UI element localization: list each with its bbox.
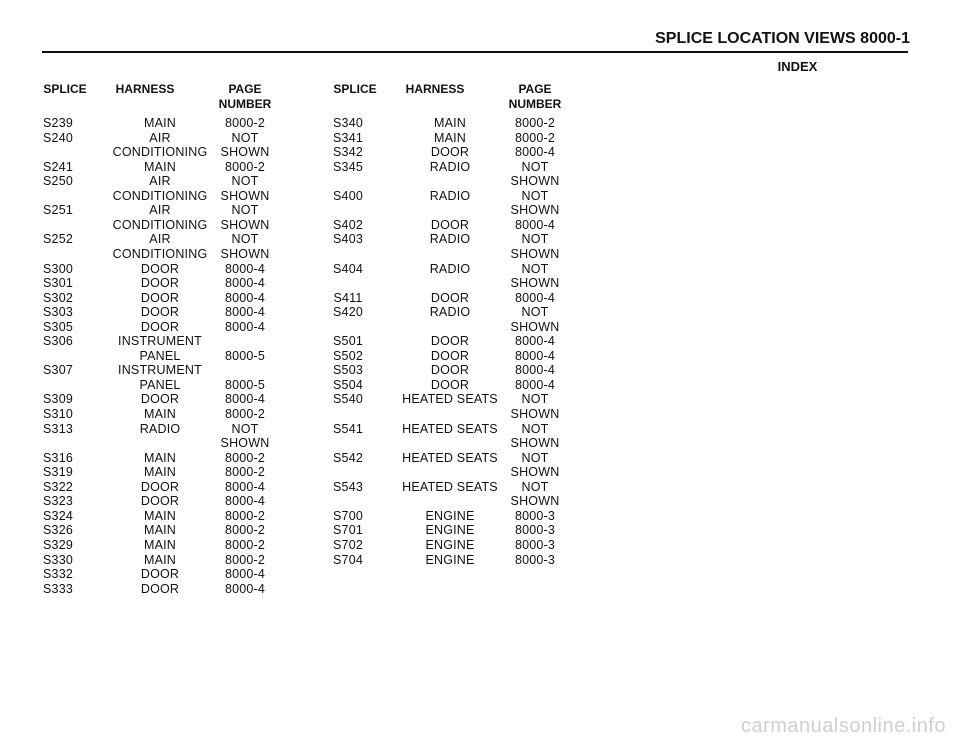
page-cell: 8000-4 xyxy=(514,217,556,232)
page-cell: SHOWN xyxy=(510,246,560,261)
page-cell: 8000-4 xyxy=(224,319,266,334)
page-cell: NOT xyxy=(521,479,549,494)
page-cell: NOT xyxy=(521,305,549,320)
harness-cell: HEATED SEATS xyxy=(402,479,498,494)
splice-cell: S252 xyxy=(43,232,73,247)
harness-cell: AIR xyxy=(149,130,171,145)
table-row xyxy=(330,436,570,451)
splice-cell: S704 xyxy=(333,552,363,567)
splice-cell: S501 xyxy=(333,334,363,349)
splice-cell: S420 xyxy=(333,305,363,320)
table-row xyxy=(330,116,570,131)
splice-cell: S504 xyxy=(333,377,363,392)
table-row xyxy=(330,363,570,378)
table-row xyxy=(40,509,280,524)
table-row xyxy=(330,145,570,160)
page-cell: 8000-2 xyxy=(224,508,266,523)
page-cell: SHOWN xyxy=(220,246,270,261)
splice-cell: S326 xyxy=(43,523,73,538)
page-cell: SHOWN xyxy=(220,436,270,451)
page-cell: NOT xyxy=(231,421,259,436)
page-cell: 8000-2 xyxy=(514,130,556,145)
harness-cell: MAIN xyxy=(143,116,177,130)
splice-cell: S541 xyxy=(333,421,363,436)
page-cell: 8000-4 xyxy=(514,334,556,349)
harness-cell: DOOR xyxy=(140,494,180,509)
table-row xyxy=(40,494,280,509)
harness-cell: CONDITIONING xyxy=(112,188,208,203)
harness-cell: MAIN xyxy=(143,450,177,465)
splice-cell: S322 xyxy=(43,479,73,494)
page-cell: 8000-4 xyxy=(224,276,266,291)
splice-cell: S241 xyxy=(43,159,73,174)
table-row xyxy=(40,480,280,495)
table-row xyxy=(330,174,570,189)
page-cell: 8000-2 xyxy=(224,465,266,480)
splice-cell: S402 xyxy=(333,217,363,232)
page-cell: SHOWN xyxy=(510,203,560,218)
table-row xyxy=(330,422,570,437)
table-row xyxy=(330,203,570,218)
right-page-header-line2: NUMBER xyxy=(508,97,562,111)
table-row xyxy=(330,349,570,364)
harness-cell: RADIO xyxy=(429,305,471,320)
harness-cell: DOOR xyxy=(140,581,180,596)
table-row xyxy=(330,538,570,553)
harness-cell: DOOR xyxy=(140,479,180,494)
harness-cell: AIR xyxy=(149,232,171,247)
table-row xyxy=(40,436,280,451)
page-cell: 8000-2 xyxy=(224,552,266,567)
table-row xyxy=(330,160,570,175)
right-splice-header: SPLICE xyxy=(333,82,377,96)
harness-cell: MAIN xyxy=(143,508,177,523)
splice-cell: S345 xyxy=(333,159,363,174)
page-cell: NOT xyxy=(231,174,259,189)
table-row xyxy=(40,582,280,597)
table-row xyxy=(330,407,570,422)
left-page-header-line1: PAGE xyxy=(228,82,262,96)
harness-cell: RADIO xyxy=(139,421,181,436)
table-row xyxy=(40,131,280,146)
harness-cell: HEATED SEATS xyxy=(402,450,498,465)
page-cell: 8000-4 xyxy=(224,567,266,582)
harness-cell: ENGINE xyxy=(425,523,475,538)
page-cell: 8000-3 xyxy=(514,508,556,523)
splice-cell: S542 xyxy=(333,450,363,465)
harness-cell: DOOR xyxy=(430,145,470,160)
table-row xyxy=(40,232,280,247)
harness-cell: INSTRUMENT xyxy=(118,334,202,349)
harness-cell: PANEL xyxy=(139,377,181,392)
splice-cell: S403 xyxy=(333,232,363,247)
table-row xyxy=(40,451,280,466)
harness-cell: DOOR xyxy=(430,217,470,232)
splice-cell: S313 xyxy=(43,421,73,436)
harness-cell: AIR xyxy=(149,174,171,189)
page-cell: 8000-4 xyxy=(224,392,266,407)
harness-cell: DOOR xyxy=(140,276,180,291)
harness-cell: DOOR xyxy=(140,261,180,276)
harness-cell: DOOR xyxy=(430,377,470,392)
page-cell: 8000-2 xyxy=(224,159,266,174)
page-cell: SHOWN xyxy=(220,217,270,232)
harness-cell: DOOR xyxy=(430,334,470,349)
table-row xyxy=(330,451,570,466)
splice-cell: S540 xyxy=(333,392,363,407)
splice-cell: S400 xyxy=(333,188,363,203)
splice-cell: S306 xyxy=(43,334,73,349)
splice-cell: S333 xyxy=(43,581,73,596)
page-cell: NOT xyxy=(521,232,549,247)
page-cell: 8000-2 xyxy=(224,537,266,552)
page-cell: 8000-2 xyxy=(514,116,556,130)
splice-cell: S702 xyxy=(333,537,363,552)
page-cell: NOT xyxy=(231,203,259,218)
splice-cell: S300 xyxy=(43,261,73,276)
page-cell: NOT xyxy=(231,130,259,145)
table-row xyxy=(330,392,570,407)
table-row xyxy=(330,232,570,247)
harness-cell: DOOR xyxy=(430,290,470,305)
splice-cell: S341 xyxy=(333,130,363,145)
table-row xyxy=(40,407,280,422)
page-cell: 8000-4 xyxy=(224,290,266,305)
splice-cell: S340 xyxy=(333,116,363,130)
header-rule xyxy=(42,51,908,53)
splice-cell: S239 xyxy=(43,116,73,130)
table-row xyxy=(40,189,280,204)
page-cell: SHOWN xyxy=(220,188,270,203)
table-row xyxy=(40,247,280,262)
table-row xyxy=(330,291,570,306)
splice-cell: S307 xyxy=(43,363,73,378)
page-cell: NOT xyxy=(521,188,549,203)
splice-cell: S316 xyxy=(43,450,73,465)
harness-cell: DOOR xyxy=(140,290,180,305)
harness-cell: HEATED SEATS xyxy=(402,421,498,436)
harness-cell: HEATED SEATS xyxy=(402,392,498,407)
harness-cell: RADIO xyxy=(429,188,471,203)
splice-cell: S411 xyxy=(333,290,363,305)
page-cell: NOT xyxy=(521,392,549,407)
table-row xyxy=(40,363,280,378)
page-cell: 8000-3 xyxy=(514,552,556,567)
table-row xyxy=(40,276,280,291)
table-row xyxy=(330,494,570,509)
harness-cell: DOOR xyxy=(430,363,470,378)
table-row xyxy=(330,218,570,233)
harness-cell: ENGINE xyxy=(425,537,475,552)
page-cell: SHOWN xyxy=(510,174,560,189)
table-row xyxy=(40,203,280,218)
splice-cell: S342 xyxy=(333,145,363,160)
page-cell: 8000-4 xyxy=(514,145,556,160)
page-cell: 8000-4 xyxy=(514,290,556,305)
table-row xyxy=(40,291,280,306)
page-cell: 8000-2 xyxy=(224,450,266,465)
page-cell: SHOWN xyxy=(510,436,560,451)
watermark: carmanualsonline.info xyxy=(740,715,946,737)
harness-cell: ENGINE xyxy=(425,552,475,567)
table-row xyxy=(40,320,280,335)
table-row xyxy=(330,189,570,204)
harness-cell: CONDITIONING xyxy=(112,246,208,261)
harness-cell: DOOR xyxy=(430,348,470,363)
table-row xyxy=(40,553,280,568)
table-row xyxy=(40,523,280,538)
splice-cell: S302 xyxy=(43,290,73,305)
table-row xyxy=(330,480,570,495)
table-row xyxy=(40,567,280,582)
table-row xyxy=(330,509,570,524)
page-cell: SHOWN xyxy=(510,494,560,509)
splice-cell: S303 xyxy=(43,305,73,320)
harness-cell: MAIN xyxy=(143,159,177,174)
splice-cell: S700 xyxy=(333,508,363,523)
table-row xyxy=(330,131,570,146)
table-row xyxy=(330,378,570,393)
table-row xyxy=(330,320,570,335)
harness-cell: RADIO xyxy=(429,232,471,247)
page-cell: 8000-5 xyxy=(224,377,266,392)
table-row xyxy=(40,262,280,277)
right-harness-header: HARNESS xyxy=(405,82,465,96)
table-row xyxy=(330,247,570,262)
harness-cell: DOOR xyxy=(140,392,180,407)
page-cell: 8000-2 xyxy=(224,116,266,130)
harness-cell: MAIN xyxy=(143,465,177,480)
splice-cell: S305 xyxy=(43,319,73,334)
page-cell: SHOWN xyxy=(510,276,560,291)
table-row xyxy=(40,218,280,233)
page-cell: 8000-2 xyxy=(224,523,266,538)
harness-cell: MAIN xyxy=(433,116,467,130)
left-harness-header: HARNESS xyxy=(115,82,175,96)
harness-cell: CONDITIONING xyxy=(112,145,208,160)
page-cell: 8000-4 xyxy=(224,479,266,494)
table-row xyxy=(330,465,570,480)
table-row xyxy=(40,174,280,189)
table-row xyxy=(330,334,570,349)
left-page-header xyxy=(205,82,285,112)
page-cell: NOT xyxy=(521,159,549,174)
table-row xyxy=(40,160,280,175)
table-row xyxy=(40,538,280,553)
harness-cell: RADIO xyxy=(429,261,471,276)
right-page-header-line1: PAGE xyxy=(518,82,552,96)
harness-cell: DOOR xyxy=(140,319,180,334)
right-page-header xyxy=(495,82,575,112)
page-cell: 8000-4 xyxy=(514,348,556,363)
page-cell: 8000-4 xyxy=(224,494,266,509)
harness-cell: MAIN xyxy=(143,537,177,552)
splice-cell: S310 xyxy=(43,407,73,421)
splice-cell: S240 xyxy=(43,130,73,145)
table-row xyxy=(40,465,280,480)
index-label: INDEX xyxy=(777,59,818,74)
splice-cell: S301 xyxy=(43,276,73,291)
page-cell: SHOWN xyxy=(510,319,560,334)
left-page-header-line2: NUMBER xyxy=(218,97,272,111)
page-cell: SHOWN xyxy=(220,145,270,160)
splice-cell: S251 xyxy=(43,203,73,218)
page-title: SPLICE LOCATION VIEWS 8000-1 xyxy=(655,30,910,47)
table-row xyxy=(330,553,570,568)
page-cell: 8000-4 xyxy=(514,377,556,392)
page-cell: 8000-3 xyxy=(514,523,556,538)
page-cell: 8000-5 xyxy=(224,348,266,363)
harness-cell: CONDITIONING xyxy=(112,217,208,232)
harness-cell: AIR xyxy=(149,203,171,218)
table-row xyxy=(40,145,280,160)
page-cell: 8000-3 xyxy=(514,537,556,552)
splice-cell: S323 xyxy=(43,494,73,509)
page-cell: 8000-2 xyxy=(224,407,266,421)
table-row xyxy=(330,262,570,277)
page-cell: NOT xyxy=(521,421,549,436)
harness-cell: PANEL xyxy=(139,348,181,363)
harness-cell: INSTRUMENT xyxy=(118,363,202,378)
table-row xyxy=(40,349,280,364)
harness-cell: DOOR xyxy=(140,567,180,582)
table-row xyxy=(40,422,280,437)
harness-cell: MAIN xyxy=(143,552,177,567)
table-row xyxy=(40,305,280,320)
table-row xyxy=(330,276,570,291)
splice-cell: S404 xyxy=(333,261,363,276)
page-cell: 8000-4 xyxy=(224,305,266,320)
splice-cell: S250 xyxy=(43,174,73,189)
page-cell: 8000-4 xyxy=(224,261,266,276)
splice-cell: S503 xyxy=(333,363,363,378)
splice-cell: S502 xyxy=(333,348,363,363)
page-cell: SHOWN xyxy=(510,465,560,480)
page-cell: 8000-4 xyxy=(514,363,556,378)
table-row xyxy=(40,378,280,393)
harness-cell: DOOR xyxy=(140,305,180,320)
table-row xyxy=(330,523,570,538)
harness-cell: MAIN xyxy=(433,130,467,145)
page-cell: NOT xyxy=(521,450,549,465)
page-cell: SHOWN xyxy=(510,407,560,421)
page-cell: 8000-4 xyxy=(224,581,266,596)
left-splice-header: SPLICE xyxy=(43,82,87,96)
splice-cell: S324 xyxy=(43,508,73,523)
harness-cell: MAIN xyxy=(143,407,177,421)
page-cell: NOT xyxy=(521,261,549,276)
splice-cell: S329 xyxy=(43,537,73,552)
splice-cell: S330 xyxy=(43,552,73,567)
harness-cell: MAIN xyxy=(143,523,177,538)
splice-cell: S543 xyxy=(333,479,363,494)
harness-cell: RADIO xyxy=(429,159,471,174)
table-row xyxy=(40,116,280,131)
table-row xyxy=(330,305,570,320)
table-row xyxy=(40,392,280,407)
splice-cell: S701 xyxy=(333,523,363,538)
table-row xyxy=(40,334,280,349)
splice-cell: S319 xyxy=(43,465,73,480)
page-cell: NOT xyxy=(231,232,259,247)
splice-cell: S309 xyxy=(43,392,73,407)
splice-cell: S332 xyxy=(43,567,73,582)
harness-cell: ENGINE xyxy=(425,508,475,523)
